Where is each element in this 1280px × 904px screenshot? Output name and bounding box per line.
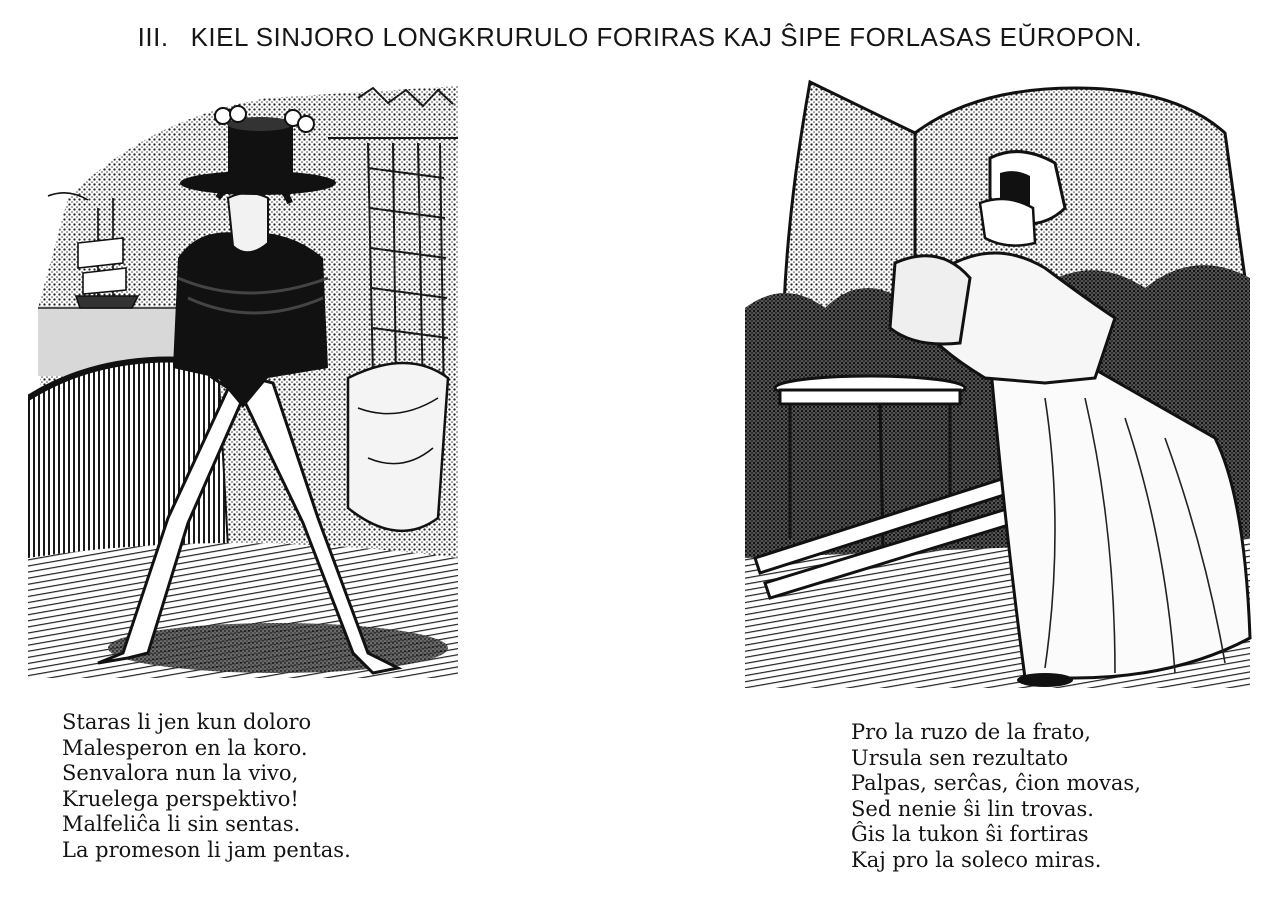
verse-line: Senvalora nun la vivo, — [62, 761, 299, 785]
verse-line: Malfeliĉa li sin sentas. — [62, 812, 301, 836]
verse-line: Kruelega perspektivo! — [62, 786, 299, 811]
verse-line: Ursula sen rezultato — [851, 745, 1069, 770]
verse-line: La promeson li jam pentas. — [62, 837, 351, 862]
verse-left — [62, 710, 351, 863]
woman-with-handkerchief-icon — [745, 78, 1255, 698]
heading-number: III. — [137, 22, 169, 52]
illustration-right — [745, 78, 1255, 698]
verse-line: Malesperon en la koro. — [62, 735, 308, 760]
verse-line: Kaj pro la soleco miras. — [851, 847, 1102, 872]
heading-text: KIEL SINJORO LONGKRURULO FORIRAS KAJ ŜIPE FORLASAS EŬROPON. — [190, 22, 1143, 52]
verse-line: Staras li jen kun doloro — [62, 710, 312, 734]
illustration-left — [28, 78, 468, 690]
page-heading — [0, 22, 1280, 53]
man-on-deck-icon — [28, 78, 468, 690]
verse-line: Palpas, serĉas, ĉion movas, — [851, 771, 1141, 795]
verse-line: Pro la ruzo de la frato, — [851, 720, 1091, 744]
verse-line: Ĝis la tukon ŝi fortiras — [851, 822, 1089, 846]
verse-line: Sed nenie ŝi lin trovas. — [851, 796, 1094, 821]
verse-right — [851, 720, 1141, 873]
